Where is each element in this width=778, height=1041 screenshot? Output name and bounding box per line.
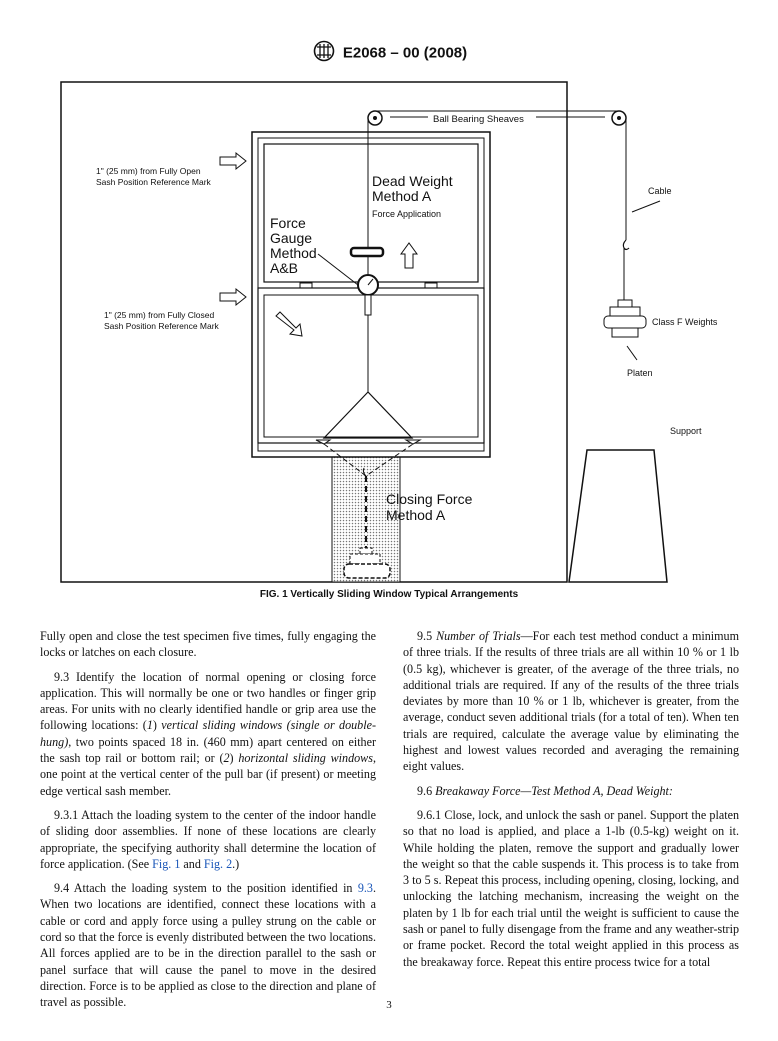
open-ref-label-2: Sash Position Reference Mark <box>96 177 211 187</box>
paragraph-9-4: 9.4 Attach the loading system to the position identified in 9.3. When two locations are identified, connect these locations with a cable or cord and apply force using a pulley strung on the cable or cord so that the force is evenly distributed between the two locations. All forces applied are to be in the direction parallel to the sash or panel surface that will cause the panel to move in the desired direction. Force is to be applied as close to the direction and plane of travel as possible. <box>40 881 376 1010</box>
dead-weight-label-1: Dead Weight <box>372 173 453 189</box>
ball-bearing-label: Ball Bearing Sheaves <box>433 114 524 125</box>
gauge-label-4: A&B <box>270 260 299 276</box>
paragraph-9-5: 9.5 Number of Trials—For each test method conduct a minimum of three trials. If the results of three trials are all within 10 % or 1 lb (0.5 kg), whichever is greater, of the average of the three trials, no additional trials are required. If any of the results of the three trials deviates by more than 10 % or 1 lb, whichever is greater, from the average, conduct seven additional trials (for a total of ten). When ten trials are required, calculate the average value by eliminating the highest and lowest values recorded and averaging the remaining eight values. <box>403 629 739 774</box>
open-ref-arrow <box>220 153 246 169</box>
link-section-9-3[interactable]: 9.3 <box>357 881 373 896</box>
paragraph-9-6: 9.6 Breakaway Force—Test Method A, Dead Weight: <box>417 783 673 798</box>
paragraph-9-6-1: 9.6.1 Close, lock, and unlock the sash or panel. Support the platen so that no load is applied, and place a 1-lb (0.5-kg) weight on it. While holding the platen, remove the support and gradually lower the weight so that the cable suspends it. This process is to take from 3 to 5 s. Repeat this process, including opening, closing, locking, and unlocking the latching mechanism, increasing the weight on the platen by 1 lb for each trial until the weight is sufficient to cause the sash or panel to fully disengage from the frame and any weather-strip or frame pocket. Record the total weight applied in this process as the breakaway force. Repeat this entire process twice for a total <box>403 807 739 969</box>
gauge-label-3: Method <box>270 245 317 261</box>
page-number: 3 <box>386 999 392 1011</box>
right-column <box>403 628 739 978</box>
platen-label: Platen <box>627 368 653 378</box>
closed-ref-arrow <box>220 289 246 305</box>
left-column <box>40 628 376 1019</box>
link-fig-2[interactable]: Fig. 2 <box>203 856 233 871</box>
figure-caption: FIG. 1 Vertically Sliding Window Typical Arrangements <box>259 589 519 600</box>
class-f-label: Class F Weights <box>652 317 718 327</box>
link-fig-1[interactable]: Fig. 1 <box>152 856 181 871</box>
paragraph: Fully open and close the test specimen five times, fully engaging the locks or latches on each closure. <box>40 629 376 660</box>
closed-ref-label-1: 1" (25 mm) from Fully Closed <box>104 310 215 320</box>
open-ref-label-1: 1" (25 mm) from Fully Open <box>96 166 201 176</box>
support-stand <box>569 450 667 582</box>
paragraph-9-3-1: 9.3.1 Attach the loading system to the center of the indoor handle of sliding door assemblies. If none of these locations are clearly appropriate, the specifying authority shall determine the location of force application. (See Fig. 1 and Fig. 2.) <box>40 807 376 871</box>
closing-force-label-1: Closing Force <box>386 491 473 507</box>
gauge-label-2: Gauge <box>270 230 313 246</box>
force-app-label: Force Application <box>372 209 442 219</box>
support-label: Support <box>670 426 702 436</box>
closed-ref-label-2: Sash Position Reference Mark <box>104 321 219 331</box>
standard-designation: E2068 – 00 (2008) <box>342 44 468 62</box>
closing-force-label-2: Method A <box>386 507 446 523</box>
handle-bar <box>351 248 383 256</box>
class-f-weights <box>604 300 646 337</box>
cable-label: Cable <box>648 186 672 196</box>
gauge-label-1: Force <box>270 215 306 231</box>
dead-weight-label-2: Method A <box>372 188 432 204</box>
paragraph-9-3: 9.3 Identify the location of normal opening or closing force application. This will normally be one or two handles or finger grip areas. For units with no clearly identified handle or grip area use the following locations: (1) vertical sliding windows (single or double-hung), two points spaced 18 in. (460 mm) apart centered on either the sash top rail or bottom rail; or (2) horizontal sliding windows, one point at the vertical center of the pull bar (if present) or meeting edge vertical sash member. <box>40 669 376 798</box>
